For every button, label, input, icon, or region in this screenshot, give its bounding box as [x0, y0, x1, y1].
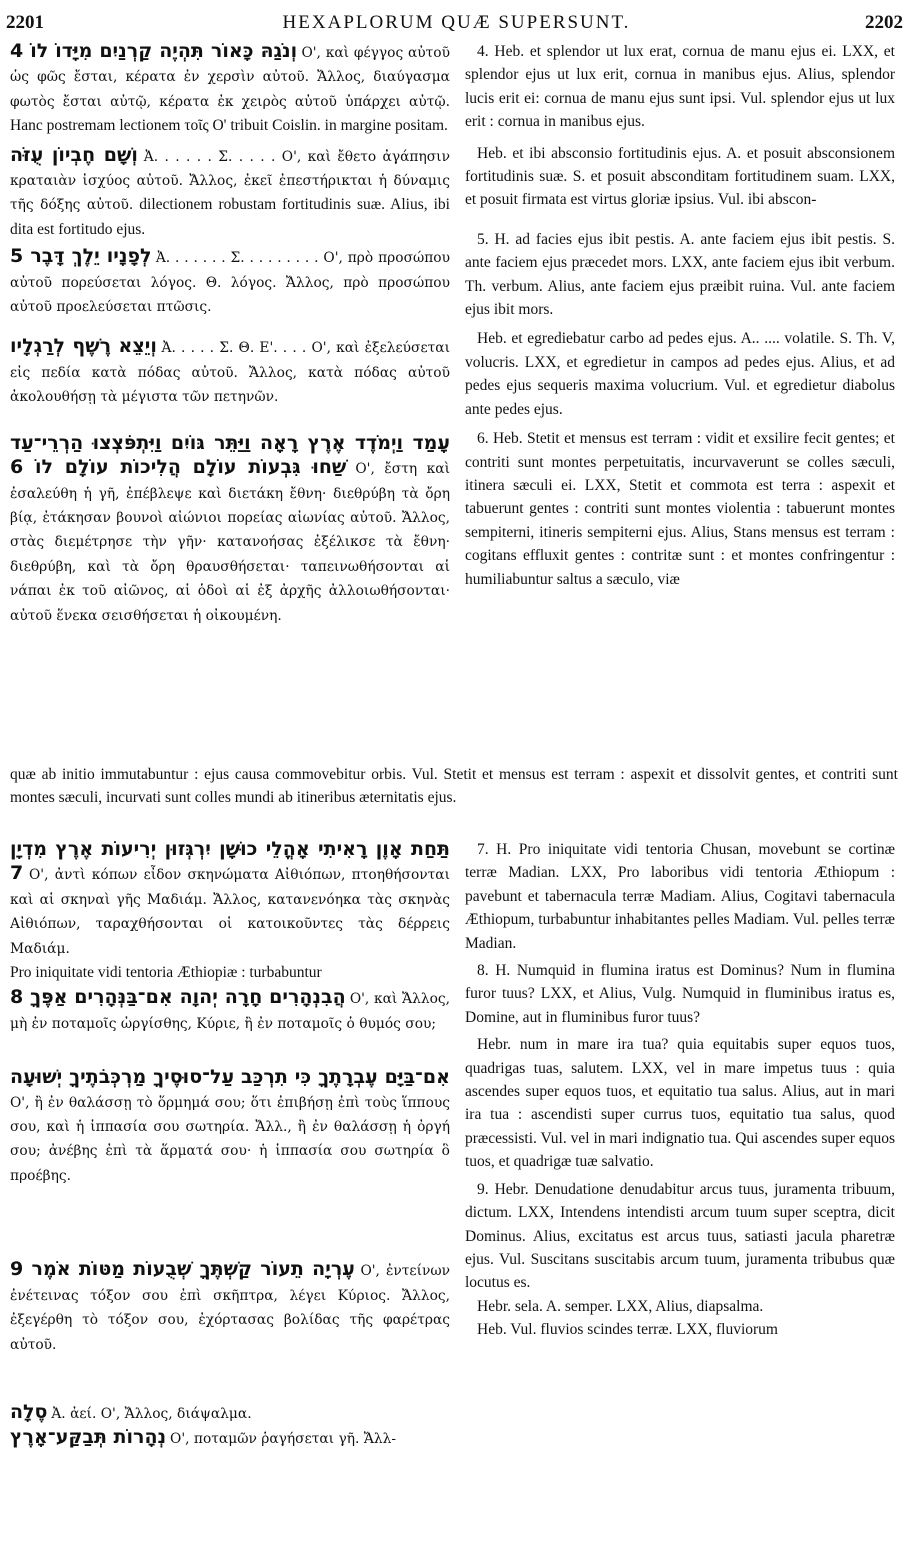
left-entry-8 — [10, 986, 450, 1036]
greek-text: Ο', ἀντὶ κόπων εἶδον σκηνώματα Αἰθιόπων, πτοηθήσονται καὶ αἱ σκηναὶ γῆς Μαδιάμ. Ἄλλος, κατανενόηκα τὰς σκηνὰς Αἰθιόπων, ταραχθήσονται οἱ κατοικοῦντες τὰς δέρρεις Μαδιάμ. — [10, 867, 450, 957]
running-title: HEXAPLORUM QUÆ SUPERSUNT. — [282, 12, 631, 33]
left-entry-8b — [10, 1066, 450, 1188]
right-column-upper — [465, 40, 895, 763]
hebrew-text: לְפָנָיו יֵלֶךְ דָּבֶר 5 — [10, 245, 152, 268]
greek-text: Ο', καὶ φέγγος αὐτοῦ ὡς φῶς ἔσται, κέρατα ἐν χερσὶν αὐτοῦ. Ἄλλος, διαύγασμα φωτὸς ἔσται αὐτῷ, κέρατα ἐκ χειρὸς αὐτοῦ ὑπάρχει αὐτῷ. — [10, 45, 450, 110]
left-entry-4 — [10, 40, 450, 138]
left-entry-selah — [10, 1401, 450, 1426]
hebrew-text: הֲבִנְהָרִים חָרָה יְהוָה אִם־בַּנְּהָרִים אַפֶּךָ 8 — [10, 986, 346, 1009]
right-para: 9. Hebr. Denudatione denudabitur arcus tuus, juramenta tribuum, dictum. LXX, Intendens intendisti arcum tuum super sceptra, dicit Dominus. Alius, excitatus est arcus tuus, satiasti jacula pharetræ ejus. Vul. Suscitans suscitabis arcum tuum, juramenta tribubus quæ locutus es. — [465, 1180, 895, 1292]
page-number-left: 2201 — [6, 12, 44, 33]
hebrew-text: נְהָרוֹת תְּבַקַּע־אָרֶץ — [10, 1426, 167, 1449]
latin-note: Pro iniquitate vidi tentoria Æthiopiæ : turbabuntur — [10, 964, 322, 982]
greek-text: Ἀ. . . . . . . Σ. . . . . . . . . Ο', πρὸ προσώπου αὐτοῦ πορεύσεται λόγος. Θ. λόγος. Ἄλλος, πρὸ προσώπου αὐτοῦ προελεύσεται πτῶσις. — [10, 250, 450, 316]
left-entry-9 — [10, 1258, 450, 1357]
left-entry-9b — [10, 1426, 450, 1451]
right-para: 5. H. ad facies ejus ibit pestis. A. ante faciem ejus ibit pestis. S. ante faciem ejus præcedet mors. LXX, ante faciem ejus ibit verbum. Th. verbum. Alius, ante faciem ejus præibit ruina. Vul. ante faciem ejus ibit mors. — [465, 230, 895, 319]
hebrew-text: עָמַד וַיְמֹדֶד אֶרֶץ רָאָה וַיַּתֵּר גּוֹיִם וַיִּתְפֹּצְצוּ הַרְרֵי־עַד שַׁחוּ גִּבְעוֹת עוֹלָם הֲלִיכוֹת עוֹלָם לוֹ 6 — [10, 431, 450, 479]
greek-text: Ο', καὶ Ἄλλος, μὴ ἐν ποταμοῖς ὠργίσθης, Κύριε, ἢ ἐν ποταμοῖς ὁ θυμός σου; — [10, 991, 450, 1032]
left-entry-5b — [10, 335, 450, 409]
right-para: 6. Heb. Stetit et mensus est terram : vidit et exsilire fecit gentes; et contriti sunt montes perpetuitatis, incurvaverunt se colles sæculi, itinera sæculi ei. LXX, Stetit et commota est terra : aspexit et tabuerunt gentes : contriti sunt montes violentia : tabuerunt montes sempiterni, itineris sempiterni ejus. Alius, Stans mensus est terram : cogitans effluxit gentes : contritæ sunt : et montes confringentur : humiliabuntur saltus a sæculo, viæ — [465, 430, 895, 588]
greek-text: Ἀ. . . . . . Σ. . . . . Ο', καὶ ἔθετο ἀγάπησιν κραταιὰν ἰσχύος αὐτοῦ. Ἄλλος, ἐκεῖ ἐπεστήρικται ἡ δύναμις τῆς δόξης αὐτοῦ. — [10, 148, 450, 214]
hebrew-text: וְשָׁם חֶבְיוֹן עֻזֹּה — [10, 143, 138, 166]
hebrew-text: וְיֵצֵא רֶשֶׁף לְרַגְלָיו — [10, 335, 157, 358]
right-para: Heb. Vul. fluvios scindes terræ. LXX, fluviorum — [477, 1321, 778, 1339]
page-header — [0, 0, 913, 40]
right-para: Heb. et ibi absconsio fortitudinis ejus. A. et posuit absconsionem fortitudinis suæ. S. et posuit absconditam fortitudinem suam. LXX, et posuit firmata est virtus gloriæ ipsius. Vul. ibi abscon- — [465, 144, 895, 209]
right-para: Hebr. num in mare ira tua? quia equitabis super equos tuos, quadrigas tuas, salutem. LXX, vel in mare impetus tuus : quia ascendes super equos tuos, et equitatio tua salus. Alius, aut in mari ira tua : ascendisti super currus tuos, equitatio tua salus, quod præcessisti. Vul. vel in mari indignatio tua. Qui ascendes super equos tuos, et quadrigæ tuæ salvatio. — [465, 1036, 895, 1171]
hebrew-text: סֶלָה — [10, 1400, 48, 1423]
right-column-lower — [465, 838, 895, 1553]
greek-text: Ἀ. . . . . Σ. Θ. Ε'. . . . Ο', καὶ ἐξελεύσεται εἰς πεδία κατὰ πόδας αὐτοῦ. Ἄλλος, κατὰ πόδας αὐτοῦ ἀκολουθήσῃ τὰ μέγιστα τῶν πετηνῶν. — [10, 340, 450, 406]
greek-text: Ο', ποταμῶν ῥαγήσεται γῆ. Ἄλλ- — [170, 1431, 397, 1448]
greek-text: Ο', ἐντείνων ἐνέτεινας τόξον σου ἐπὶ σκῆπτρα, λέγει Κύριος. Ἄλλος, ἐξεγέρθη τὸ τόξον σου, ἐχόρτασας βολίδας τῆς φαρέτρας αὐτοῦ. — [10, 1263, 450, 1353]
left-entry-7 — [10, 838, 450, 984]
hebrew-text: עֶרְיָה תֵעוֹר קַשְׁתֶּךָ שְׁבֻעוֹת מַטּוֹת אֹמֶר 9 — [10, 1258, 355, 1281]
hebrew-text: תַּחַת אָוֶן רָאִיתִי אָהֳלֵי כוּשָׁן יִרְגְּזוּן יְרִיעוֹת אֶרֶץ מִדְיָן 7 — [10, 838, 450, 885]
latin-note: Hanc postremam lectionem τοῖς Ο' tribuit Coislin. in margine positam. — [10, 117, 448, 135]
right-para: Heb. et egrediebatur carbo ad pedes ejus. A.. .... volatile. S. Th. V, volucris. LXX, et egredietur in campos ad pedes ejus. Alius, et ad pedes ejus sequeris maxima volucrium. Vul. et egredietur diabolus ante pedes ejus. — [465, 330, 895, 418]
full-width-continuation: quæ ab initio immutabuntur : ejus causa commovebitur orbis. Vul. Stetit et mensus est terram : aspexit et dissolvit gentes, et contriti sunt montes sæculi, incurvati sunt colles mundi ab itineribus æternitatis ejus. — [10, 766, 898, 807]
greek-text: Ἀ. ἀεί. Ο', Ἄλλος, διάψαλμα. — [51, 1405, 252, 1422]
latin-note: dilectionem robustam fortitudinis suæ. Alius, ibi dita est fortitudo ejus. — [10, 196, 450, 238]
right-para: 4. Heb. et splendor ut lux erat, cornua de manu ejus ei. LXX, et splendor ejus ut lux erit, cornua in manibus ejus. Alius, splendor lucis erit ei: cornua de manu ejus sunt ipsi. Vul. splendor ejus ut lux erit : cornua in manibus ejus. — [465, 43, 895, 131]
left-column-upper — [10, 40, 450, 763]
right-para: 8. H. Numquid in flumina iratus est Dominus? Num in flumina furor tuus? LXX, et Alius, Vulg. Numquid in fluminibus iratus es, Domine, aut in fluminibus furor tuus? — [465, 962, 895, 1026]
left-entry-4b — [10, 144, 450, 242]
hebrew-text: וְנֹגַהּ כָּאוֹר תִּהְיֶה קַרְנַיִם מִיָּדוֹ לוֹ 4 — [10, 40, 298, 62]
page-number-right: 2202 — [865, 12, 903, 33]
right-para: Hebr. sela. A. semper. LXX, Alius, diapsalma. — [477, 1297, 764, 1315]
greek-text: Ο', ἢ ἐν θαλάσσῃ τὸ ὅρμημά σου; ὅτι ἐπιβήσῃ ἐπὶ τοὺς ἵππους σου, καὶ ἡ ἱππασία σου σωτηρία. Ἄλλ., ἢ ἐν θαλάσσῃ ἡ ὀργή σου; ἀνέβης ἐπὶ τὰ ἅρματά σου· ἡ ἱππασία σου σωτηρία ὃ προέβης. — [10, 1094, 450, 1184]
hebrew-text: אִם־בַּיָּם עֶבְרָתֶךָ כִּי תִרְכַּב עַל־סוּסֶיךָ מַרְכְּבֹתֶיךָ יְשׁוּעָה — [10, 1066, 450, 1089]
left-entry-5 — [10, 245, 450, 319]
right-para: 7. H. Pro iniquitate vidi tentoria Chusan, movebunt se cortinæ terræ Madian. LXX, Pro laboribus vidi tentoria Æthiopum : pavebunt et tabernacula terræ Madiam. Alius, Cogitavi tabernacula Æthiopum, turbabuntur inhabitantes pelles Madiam. Vul. pelles terræ Madian. — [465, 841, 895, 952]
left-entry-6 — [10, 432, 450, 628]
greek-text: Ο', ἔστη καὶ ἐσαλεύθη ἡ γῆ, ἐπέβλεψε καὶ διετάκη ἔθνη· διεθρύβη τὰ ὄρη βίᾳ, ἐτάκησαν βουνοὶ αἰώνιοι πορείας αἰωνίας αὐτοῦ. Ἄλλος, στὰς διεμέτρησε τὴν γῆν· κατανοήσας ἐξέλικσε τὰ ἔθνη· διεθρύβη, καὶ τὰ ὄρη θραυσθήσεται· ταπεινωθήσονται αἱ νάπαι ἐκ τοῦ αἰῶνος, αἱ ὁδοὶ αἱ ἐξ ἀρχῆς ἀλλοιωθήσονται· αὐτοῦ ἕνεκα σεισθήσεται ἡ οἰκουμένη. — [10, 461, 450, 624]
left-column-lower — [10, 838, 450, 1553]
